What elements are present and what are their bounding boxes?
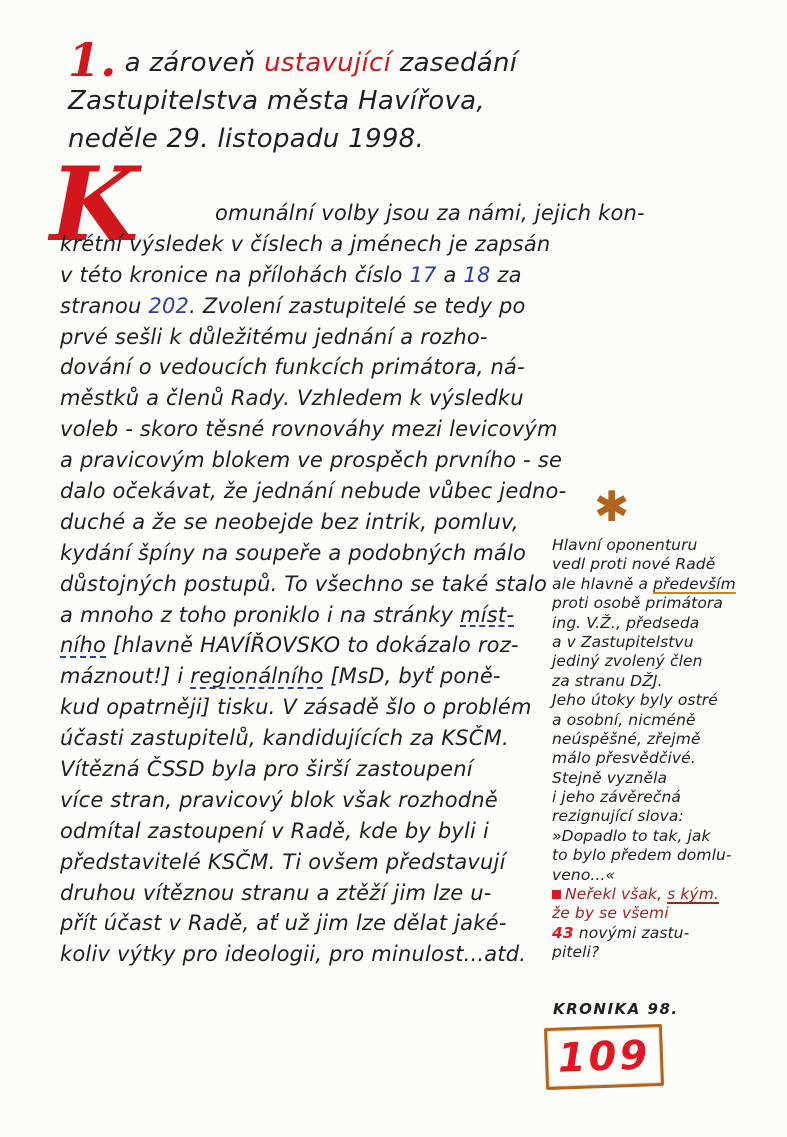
margin-note-line	[552, 730, 787, 749]
margin-note-line	[552, 885, 787, 904]
text-segment: že by se všemi	[552, 904, 669, 923]
text-segment: Vítězná ČSSD byla pro širší zastoupení	[60, 757, 473, 782]
header-line-2: Zastupitelstva města Havířova,	[68, 86, 485, 116]
text-segment: za stranu DŽJ.	[552, 671, 663, 690]
text-segment: stranou	[60, 293, 149, 318]
text-segment: především	[653, 574, 736, 593]
margin-note-line	[552, 672, 787, 691]
text-segment: krétní výsledek v číslech a jménech je zapsán	[60, 231, 551, 256]
body-line	[60, 878, 560, 909]
text-segment: odmítal zastoupení v Radě, kde by byli i	[60, 818, 489, 843]
text-segment: Neřekl však,	[565, 885, 668, 904]
text-segment: a	[436, 262, 464, 287]
margin-note-line	[552, 769, 787, 788]
text-segment: přít účast v Radě, ať už jim lze dělat jaké-	[60, 911, 507, 936]
text-segment: ustavující	[264, 48, 392, 78]
margin-note-line	[552, 866, 787, 885]
text-segment: »Dopadlo to tak, jak	[552, 826, 711, 845]
text-segment: za	[490, 262, 522, 287]
text-segment: kydání špíny na soupeře a podobných málo	[60, 540, 527, 565]
margin-note-line	[552, 846, 787, 865]
body-line	[60, 754, 560, 785]
margin-note-line	[552, 749, 787, 768]
text-segment: a mnoho z toho proniklo i na stránky	[60, 602, 461, 627]
text-segment: a pravicovým blokem ve prospěch prvního - se	[60, 448, 563, 473]
text-segment: 18	[463, 262, 491, 287]
red-square-icon	[552, 890, 561, 899]
margin-note-line	[552, 711, 787, 730]
margin-note-line	[552, 575, 787, 594]
asterisk-icon: ✱	[594, 482, 630, 531]
body-line	[60, 260, 560, 291]
margin-note-line	[552, 904, 787, 923]
body-line	[60, 198, 645, 229]
text-segment: míst-	[460, 602, 515, 627]
body-line	[60, 630, 560, 661]
chronicle-label: KRONIKA 98.	[553, 1000, 679, 1018]
body-line	[60, 538, 560, 569]
text-segment: účasti zastupitelů, kandidujících za KSČM.	[60, 726, 509, 751]
text-segment: to bylo předem domlu-	[552, 846, 732, 865]
text-segment: máznout!] i	[60, 664, 191, 689]
page-number: 109	[556, 1032, 652, 1082]
body-line	[60, 847, 560, 878]
body-line	[60, 322, 560, 353]
body-line	[60, 723, 560, 754]
text-segment: s kým.	[667, 885, 719, 904]
text-segment: i jeho závěrečná	[552, 788, 682, 807]
text-segment: [MsD, byť poně-	[323, 664, 501, 689]
text-segment: ního	[60, 633, 107, 658]
text-segment: vedl proti nové Radě	[552, 555, 716, 574]
margin-note-line	[552, 652, 787, 671]
text-segment: proti osobě primátora	[552, 594, 723, 613]
text-segment: koliv výtky pro ideologii, pro minulost...atd.	[60, 942, 527, 967]
margin-note-line	[552, 924, 787, 943]
body-line	[60, 507, 560, 538]
page-header	[68, 33, 518, 158]
margin-note-line	[552, 555, 787, 574]
margin-note-line	[552, 788, 787, 807]
text-segment: voleb - skoro těsné rovnováhy mezi levicovým	[60, 417, 558, 442]
body-line	[60, 229, 560, 260]
body-line	[60, 908, 560, 939]
body-line	[60, 661, 560, 692]
text-segment: prvé sešli k důležitému jednání a rozho-	[60, 324, 488, 349]
text-segment: ale hlavně a	[552, 574, 654, 593]
body-line	[60, 476, 567, 507]
margin-note-line	[552, 633, 787, 652]
text-segment: a osobní, nicméně	[552, 710, 696, 729]
text-segment: ing. V.Ž., předseda	[552, 613, 700, 632]
text-segment: . Zvolení zastupitelé se tedy po	[189, 293, 526, 318]
text-segment: dalo očekávat, že jednání nebude vůbec jedno-	[60, 479, 567, 504]
text-segment: veno...«	[552, 865, 616, 884]
margin-note-line	[552, 691, 787, 710]
text-segment: jediný zvolený člen	[552, 652, 703, 671]
margin-note-line	[552, 943, 787, 962]
text-segment: neúspěšné, zřejmě	[552, 729, 701, 748]
header-line-1	[68, 33, 518, 87]
margin-note	[552, 482, 787, 963]
text-segment: piteli?	[552, 943, 600, 962]
text-segment: 43	[552, 923, 574, 942]
text-segment: a v Zastupitelstvu	[552, 632, 694, 651]
text-segment: zasedání	[391, 48, 518, 78]
header-line-3: neděle 29. listopadu 1998.	[68, 124, 425, 154]
text-segment: málo přesvědčivé.	[552, 749, 696, 768]
text-segment: v této kronice na přílohách číslo	[60, 262, 410, 287]
body-line	[60, 692, 560, 723]
header-title-segments	[125, 48, 518, 78]
margin-note-line	[552, 594, 787, 613]
text-segment: druhou vítěznou stranu a ztěží jim lze u-	[60, 880, 492, 905]
text-segment: dování o vedoucích funkcích primátora, ná-	[60, 355, 525, 380]
text-segment: a zároveň	[124, 48, 265, 78]
body-line	[60, 785, 560, 816]
text-segment: Stejně vyzněla	[552, 768, 668, 787]
body-line	[60, 569, 560, 600]
text-segment: 202	[148, 293, 190, 318]
body-line	[60, 939, 560, 970]
text-segment: více stran, pravicový blok však rozhodně	[60, 787, 498, 812]
dropcap-initial: K	[50, 145, 139, 265]
margin-note-line	[552, 614, 787, 633]
text-segment: duché a že se neobejde bez intrik, pomluv,	[60, 509, 519, 534]
margin-note-line	[552, 827, 787, 846]
page-number-box	[544, 1024, 664, 1090]
body-line	[60, 816, 560, 847]
text-segment: novými zastu-	[573, 923, 690, 942]
body-line	[60, 383, 560, 414]
text-segment: představitelé KSČM. Ti ovšem představují	[60, 849, 506, 874]
body-line	[60, 445, 563, 476]
text-segment: omunální volby jsou za námi, jejich kon-	[215, 201, 645, 225]
margin-note-line	[552, 536, 787, 555]
margin-note-lines	[552, 536, 787, 963]
body-line	[60, 600, 560, 631]
text-segment: důstojných postupů. To všechno se také stalo	[60, 571, 548, 596]
body-line	[60, 291, 560, 322]
body-line	[60, 414, 560, 445]
text-segment: Hlavní oponenturu	[552, 536, 698, 554]
entry-number: 1.	[68, 33, 117, 87]
text-segment: Jeho útoky byly ostré	[552, 691, 718, 710]
text-segment: 17	[409, 262, 437, 287]
text-segment: regionálního	[190, 664, 324, 689]
text-segment: [hlavně HAVÍŘOVSKO to dokázalo roz-	[106, 633, 519, 658]
text-segment: kud opatrněji] tisku. V zásadě šlo o problém	[60, 695, 532, 720]
text-segment: městků a členů Rady. Vzhledem k výsledku	[60, 386, 524, 411]
margin-note-line	[552, 807, 787, 826]
body-line	[60, 352, 560, 383]
text-segment: rezignující slova:	[552, 807, 684, 826]
